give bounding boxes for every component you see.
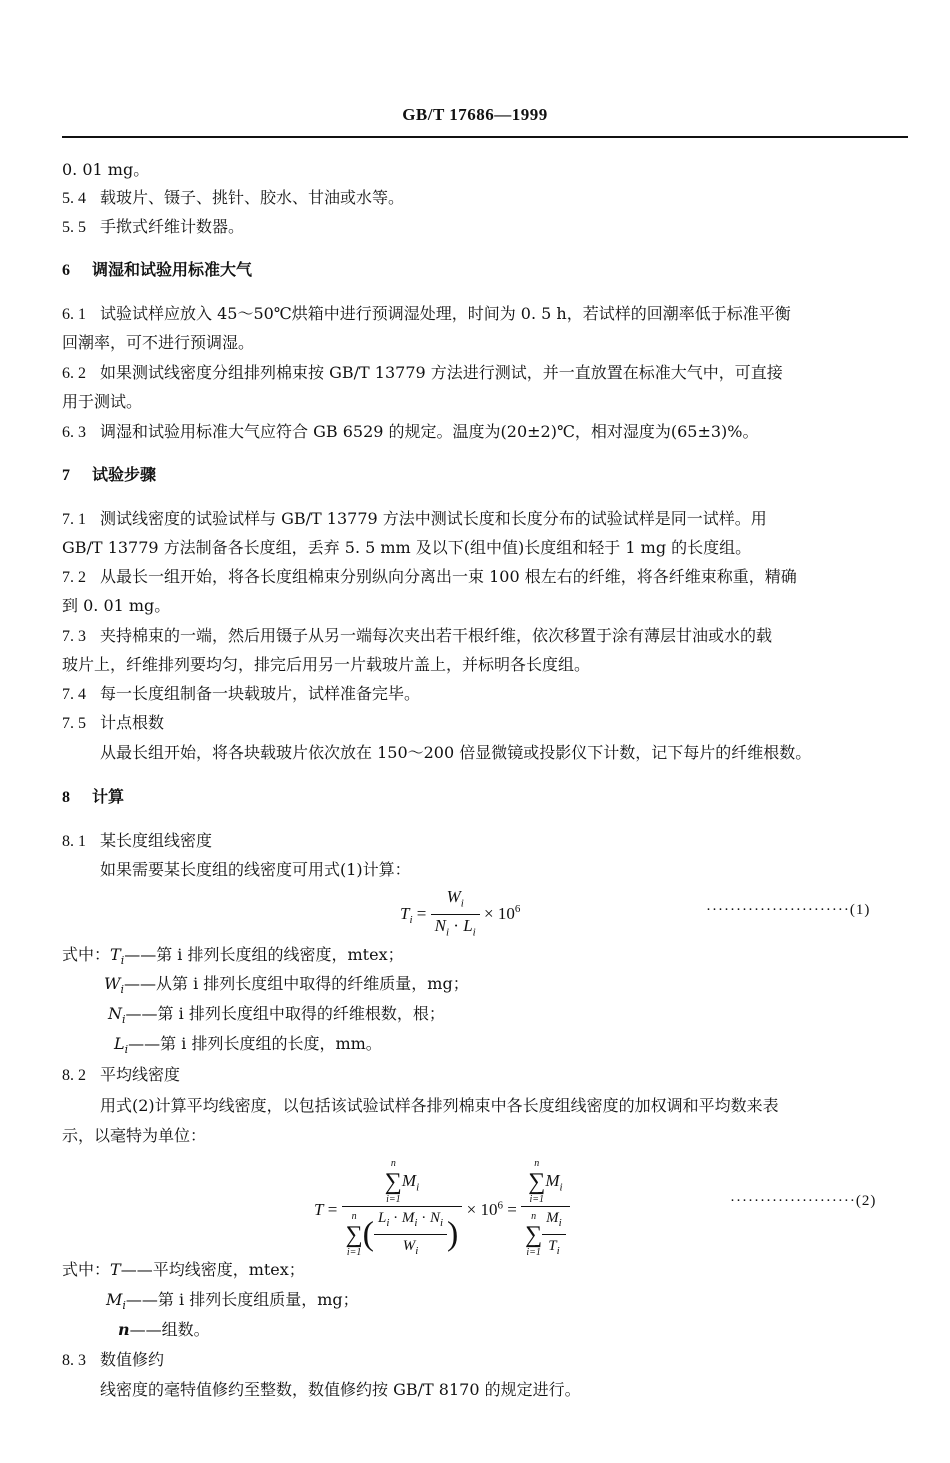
list-item: 8. 3 数值修约 bbox=[62, 1350, 165, 1369]
symbol-definition: 式中：$T_i——$第 i 排列长度组的线密度，mtex； bbox=[62, 945, 404, 968]
list-item: 7. 4 每一长度组制备一块载玻片，试样准备完毕。 bbox=[62, 684, 421, 703]
list-item: 7. 2 从最长一组开始，将各长度组棉束分别纵向分离出一束 100 根左右的纤维，将各纤维束称重，精确 bbox=[62, 567, 797, 586]
text-line: 0. 01 mg。 bbox=[62, 160, 150, 179]
symbol-definition: $L_i——$第 i 排列长度组的长度，mm。 bbox=[114, 1034, 382, 1057]
list-item: 6. 3 调湿和试验用标准大气应符合 GB 6529 的规定。温度为(20±2)℃，相对湿度为(65±3)%。 bbox=[62, 422, 759, 441]
list-item: 8. 1 某长度组线密度 bbox=[62, 831, 213, 850]
text-line: 示，以毫特为单位： bbox=[62, 1126, 207, 1145]
section-heading-8: 8 计算 bbox=[62, 787, 125, 806]
equation-2: T = n ∑ i=1 $M_i$ n ∑ i=1 ( $\frac{L_i \cdot M_i \cdot N_i}{W_i}$ ) × $10^6$ = n ∑ i=1 $M_i$ n ∑ i=1 $\frac{M_i}{T_i}$ bbox=[314, 1158, 570, 1262]
equation-1: $T_i$ = $\frac{W_i}{N_i \cdot L_i}$ × $10^6$ bbox=[400, 887, 521, 939]
text-line: 从最长组开始，将各块载玻片依次放在 150～200 倍显微镜或投影仪下计数，记下每片的纤维根数。 bbox=[100, 743, 812, 762]
equation-1-label: (1) bbox=[849, 902, 871, 918]
text-line: 线密度的毫特值修约至整数，数值修约按 GB/T 8170 的规定进行。 bbox=[100, 1380, 581, 1399]
symbol-definition: $M_i——$第 i 排列长度组质量，mg； bbox=[106, 1290, 359, 1313]
text-line: GB/T 13779 方法制备各长度组，丢弃 5. 5 mm 及以下(组中值)长度组和轻于 1 mg 的长度组。 bbox=[62, 538, 752, 557]
symbol-definition: 式中：T——平均线密度，mtex； bbox=[62, 1260, 305, 1279]
equation-2-label: (2) bbox=[855, 1193, 877, 1209]
text-line: 用于测试。 bbox=[62, 392, 143, 411]
list-item: 7. 3 夹持棉束的一端，然后用镊子从另一端每次夹出若干根纤维，依次移置于涂有薄层甘油或水的载 bbox=[62, 626, 773, 645]
list-item: 5. 5 手揿式纤维计数器。 bbox=[62, 217, 245, 236]
text-line: 到 0. 01 mg。 bbox=[62, 596, 171, 615]
list-item: 7. 1 测试线密度的试验试样与 GB/T 13779 方法中测试长度和长度分布的试验试样是同一试样。用 bbox=[62, 509, 767, 528]
list-item: 7. 5 计点根数 bbox=[62, 713, 165, 732]
list-item: 5. 4 载玻片、镊子、挑针、胶水、甘油或水等。 bbox=[62, 188, 405, 207]
text-line: 玻片上，纤维排列要均匀，排完后用另一片载玻片盖上，并标明各长度组。 bbox=[62, 655, 591, 674]
text-line: 回潮率，可不进行预调湿。 bbox=[62, 333, 255, 352]
symbol-definition: $N_i——$第 i 排列长度组中取得的纤维根数，根； bbox=[108, 1004, 445, 1027]
equation-2-leader: ·····················(2) bbox=[730, 1193, 877, 1209]
symbol-definition: $W_i——$从第 i 排列长度组中取得的纤维质量，mg； bbox=[104, 974, 469, 997]
text-line: 如果需要某长度组的线密度可用式(1)计算： bbox=[100, 860, 411, 879]
list-item: 6. 2 如果测试线密度分组排列棉束按 GB/T 13779 方法进行测试，并一直放置在标准大气中，可直接 bbox=[62, 363, 783, 382]
page-header: GB/T 17686—1999 bbox=[402, 105, 548, 124]
text-line: 用式(2)计算平均线密度，以包括该试验试样各排列棉束中各长度组线密度的加权调和平均数来表 bbox=[100, 1096, 779, 1115]
list-item: 6. 1 试验试样应放入 45～50℃烘箱中进行预调湿处理，时间为 0. 5 h，若试样的回潮率低于标准平衡 bbox=[62, 304, 791, 323]
section-heading-6: 6 调湿和试验用标准大气 bbox=[62, 260, 253, 279]
equation-1-leader: ························(1) bbox=[706, 902, 871, 918]
list-item: 8. 2 平均线密度 bbox=[62, 1065, 181, 1084]
header-rule bbox=[62, 136, 908, 138]
symbol-definition: n——组数。 bbox=[118, 1320, 210, 1339]
section-heading-7: 7 试验步骤 bbox=[62, 465, 157, 484]
